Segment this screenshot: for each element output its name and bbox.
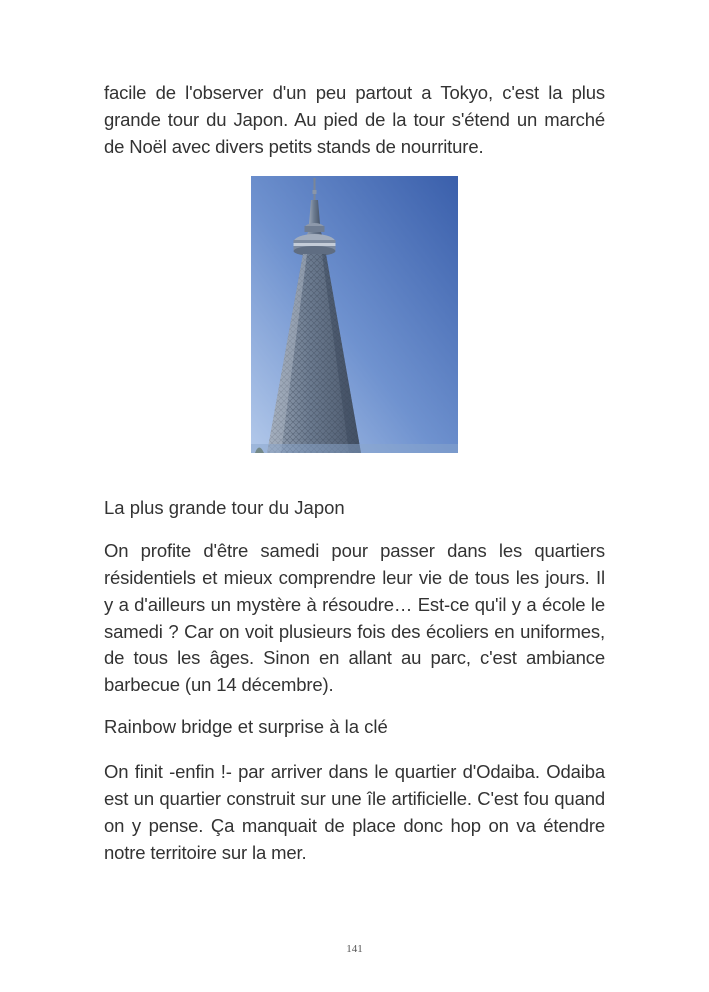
page-number: 141 — [346, 943, 363, 955]
document-page — [104, 80, 605, 866]
tokyo-skytree-photo — [251, 176, 458, 453]
intro-paragraph: facile de l'observer d'un peu partout a Tokyo, c'est la plus grande tour du Japon. Au pied de la tour s'étend un marché de Noël avec divers petits stands de nourriture. — [104, 82, 605, 157]
odaiba-paragraph: On finit -enfin !- par arriver dans le quartier d'Odaiba. Odaiba est un quartier construit sur une île artificielle. C'est fou quand on y pense. Ça manquait de place donc hop on va étendre notre territoire sur la mer. — [104, 761, 605, 863]
samedi-paragraph: On profite d'être samedi pour passer dans les quartiers résidentiels et mieux comprendre leur vie de tous les jours. Il y a d'ailleurs un mystère à résoudre… Est-ce qu'il y a école le samedi ? Car on voit plusieurs fois des écoliers en uniformes, de tous les âges. Sinon en allant au parc, c'est ambiance barbecue (un 14 décembre). — [104, 540, 605, 696]
section-heading-rainbow-bridge: Rainbow bridge et surprise à la clé — [104, 715, 388, 737]
photo-caption: La plus grande tour du Japon — [104, 497, 345, 519]
